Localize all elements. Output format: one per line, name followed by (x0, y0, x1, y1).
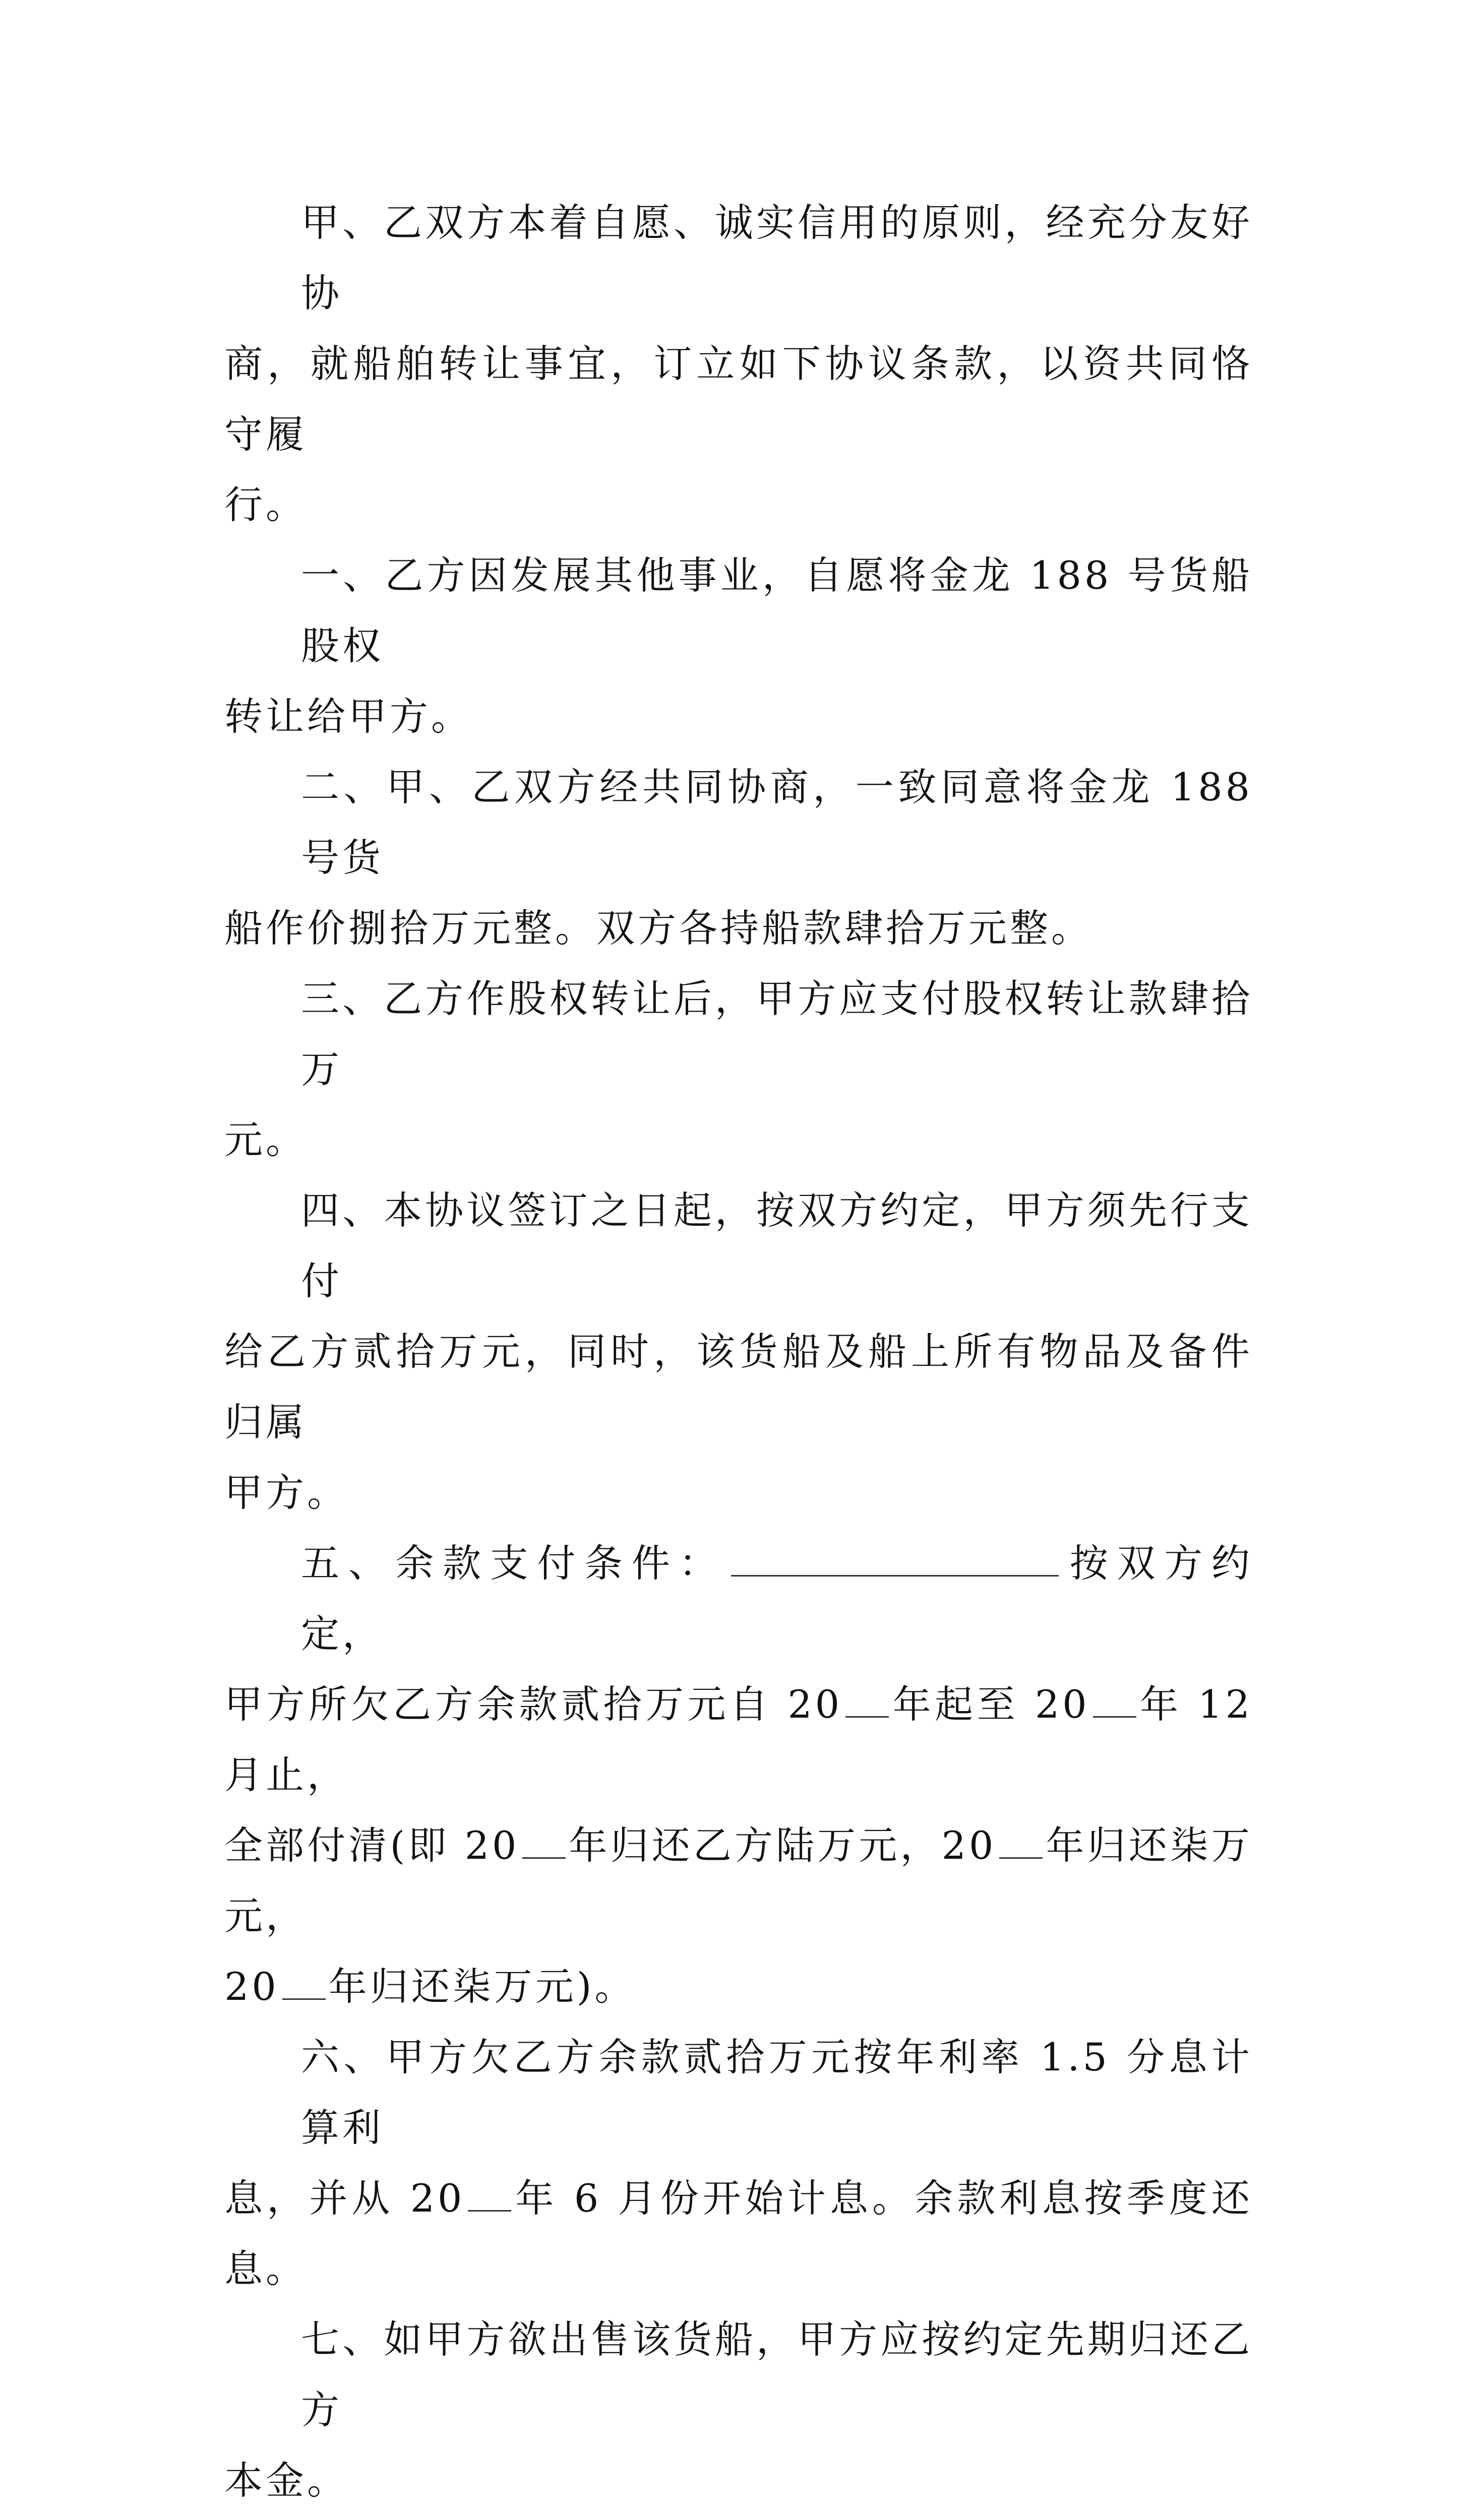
text-line: 转让给甲方。 (224, 694, 472, 739)
text-line: 甲方。 (224, 1470, 348, 1515)
text-line: 甲、乙双方本着自愿、诚实信用的原则，经充分友好协 (301, 200, 1253, 316)
text-segment: 年归还乙方陆万元，20 (569, 1823, 997, 1868)
paragraph-clause-4 (224, 1175, 1253, 1528)
text-segment: 年 6 月份开始计息。余款利息按季度还息。 (224, 2176, 1253, 2291)
blank-line (282, 1968, 326, 2000)
paragraph-clause-8 (224, 2516, 1253, 2520)
text-segment: 按双方约定， (301, 1541, 1253, 1656)
text-line: 一、乙方因发展其他事业，自愿将金龙 188 号货船股权 (301, 553, 1253, 668)
text-line (224, 2163, 1253, 2304)
agreement-body (224, 187, 1253, 2520)
blank-line (845, 1686, 889, 1718)
paragraph-preamble (224, 187, 1253, 540)
text-segment: 年归还柒万元)。 (328, 1964, 636, 2009)
text-segment: 20 (224, 1964, 279, 2009)
blank-line (468, 2180, 511, 2212)
text-line: 元。 (224, 1117, 307, 1162)
text-segment: 年起至 20 (892, 1682, 1090, 1727)
text-line (224, 1528, 1253, 1669)
text-line: 七、如甲方欲出售该货船，甲方应按约定先期归还乙方 (301, 2317, 1253, 2432)
text-line (224, 1810, 1253, 1951)
paragraph-clause-7 (224, 2304, 1253, 2516)
blank-line (999, 1827, 1043, 1859)
blank-line (731, 1545, 1059, 1577)
text-line: 商，就船舶转让事宜，订立如下协议条款，以资共同恪守履 (224, 341, 1253, 457)
text-line: 六、甲方欠乙方余款贰拾万元按年利率 1.5 分息计算利 (301, 2035, 1253, 2150)
text-line (224, 1669, 1253, 1810)
text-line: 本金。 (224, 2458, 348, 2503)
paragraph-clause-3 (224, 964, 1253, 1175)
paragraph-clause-1 (224, 540, 1253, 752)
text-segment: 年归还柒万元， (224, 1823, 1253, 1938)
text-line (224, 2516, 1253, 2520)
text-line: 船作价捌拾万元整。双方各持船款肆拾万元整。 (224, 906, 1092, 951)
text-segment: 甲方所欠乙方余款贰拾万元自 20 (224, 1682, 843, 1727)
text-line (224, 1951, 1253, 2022)
text-line: 行。 (224, 482, 307, 527)
text-line: 给乙方贰拾万元，同时，该货船及船上所有物品及备件归属 (224, 1329, 1253, 1444)
blank-line (1093, 1686, 1136, 1718)
text-segment: 五、余款支付条件： (301, 1541, 726, 1586)
blank-line (522, 1827, 566, 1859)
text-segment: 年 12 月止， (224, 1682, 1253, 1797)
paragraph-clause-5 (224, 1528, 1253, 2022)
paragraph-clause-6 (224, 2022, 1253, 2304)
text-segment: 息，并从 20 (224, 2176, 465, 2221)
text-segment: 全部付清(即 20 (224, 1823, 520, 1868)
text-line: 四、本协议签订之日起，按双方约定，甲方须先行支付 (301, 1188, 1253, 1303)
text-line: 二、甲、乙双方经共同协商，一致同意将金龙 188 号货 (301, 765, 1253, 880)
paragraph-clause-2 (224, 752, 1253, 964)
text-line: 三、乙方作股权转让后，甲方应支付股权转让款肆拾万 (301, 976, 1253, 1092)
